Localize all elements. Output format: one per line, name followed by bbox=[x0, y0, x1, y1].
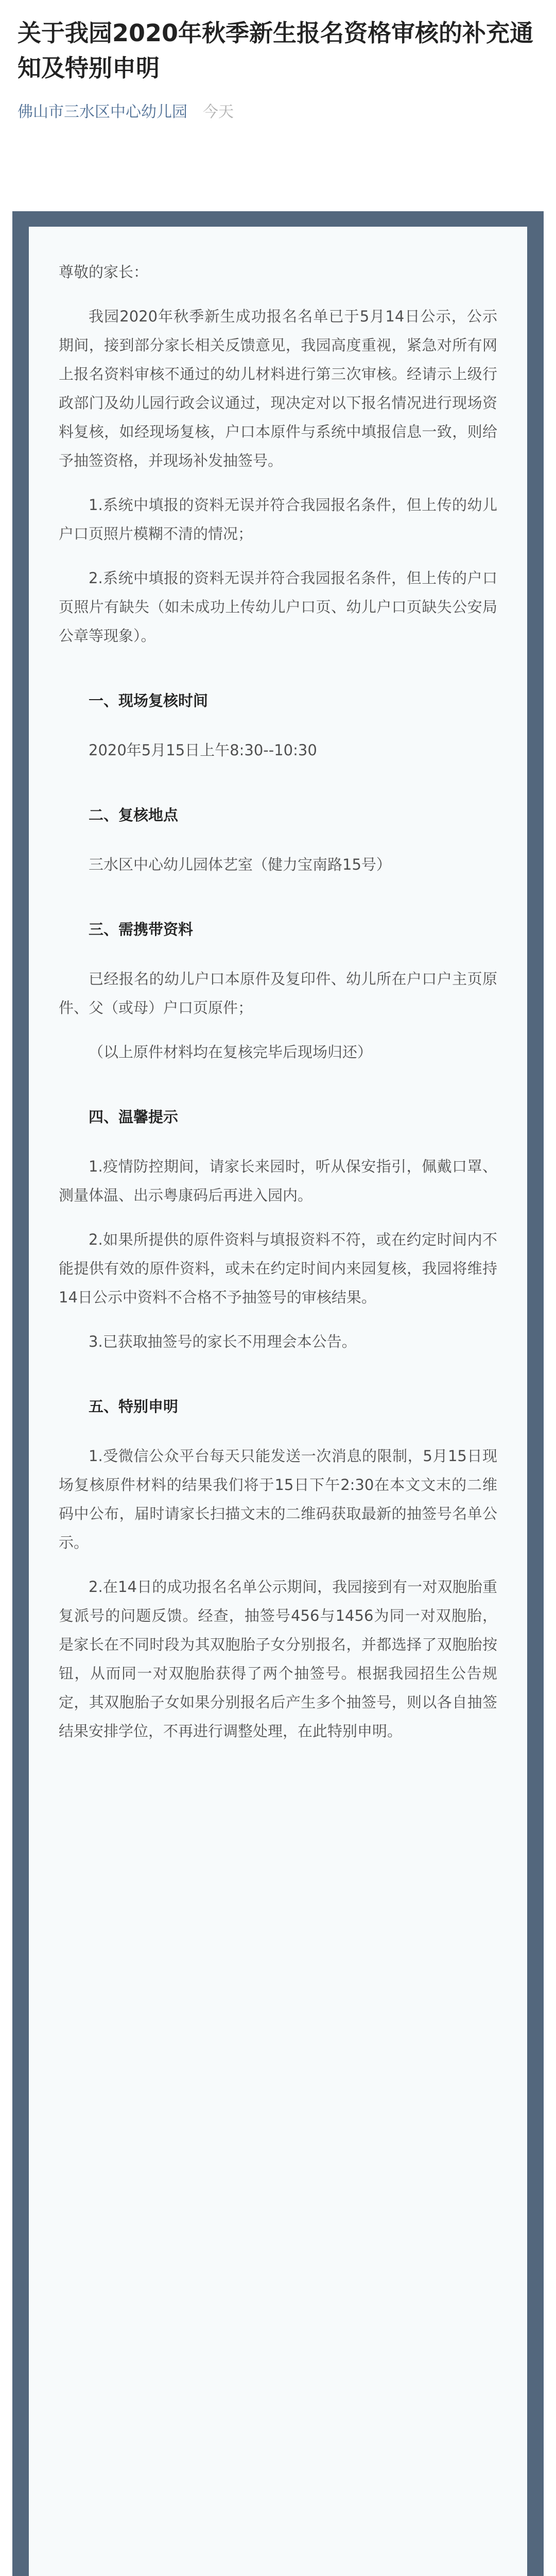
section-4-title: 四、温馨提示 bbox=[89, 1108, 179, 1126]
section-2-text: 三水区中心幼儿园体艺室（健力宝南路15号） bbox=[89, 856, 391, 873]
section-2-title: 二、复核地点 bbox=[89, 806, 179, 824]
intro-paragraph: 我园2020年秋季新生成功报名名单已于5月14日公示，公示期间，接到部分家长相关反馈意见，我园高度重视，紧急对所有网上报名资料审核不通过的幼儿材料进行第三次审核。经请示上级行政部门及幼儿园行政会议通过，现决定对以下报名情况进行现场资料复核，如经现场复核，户口本原件与系统中填报信息一致，则给予抽签资格，并现场补发抽签号。 bbox=[59, 308, 497, 469]
article-title: 关于我园2020年秋季新生报名资格审核的补充通知及特别申明 bbox=[18, 19, 534, 82]
article-meta bbox=[18, 99, 538, 122]
section-3-title: 三、需携带资料 bbox=[89, 921, 194, 938]
section-4-item-3: 3.已获取抽签号的家长不用理会本公告。 bbox=[89, 1333, 357, 1350]
article-header bbox=[0, 0, 556, 122]
case-2: 2.系统中填报的资料无误并符合我园报名条件，但上传的户口页照片有缺失（如未成功上传幼儿户口页、幼儿户口页缺失公安局公章等现象）。 bbox=[59, 569, 497, 645]
section-1-text: 2020年5月15日上午8:30--10:30 bbox=[89, 741, 317, 759]
section-3-text: 已经报名的幼儿户口本原件及复印件、幼儿所在户口户主页原件、父（或母）户口页原件； bbox=[59, 970, 497, 1016]
notice-frame bbox=[12, 211, 544, 2576]
notice-panel bbox=[29, 227, 527, 2576]
case-1: 1.系统中填报的资料无误并符合我园报名条件，但上传的幼儿户口页照片模糊不清的情况； bbox=[59, 496, 497, 543]
notice-content bbox=[59, 258, 497, 1761]
section-4-item-2: 2.如果所提供的原件资料与填报资料不符，或在约定时间内不能提供有效的原件资料，或未在约定时间内来园复核，我园将维持14日公示中资料不合格不予抽签号的审核结果。 bbox=[59, 1231, 497, 1306]
author-link[interactable]: 佛山市三水区中心幼儿园 bbox=[18, 103, 187, 121]
section-1-title: 一、现场复核时间 bbox=[89, 692, 208, 709]
section-5-item-1: 1.受微信公众平台每天只能发送一次消息的限制，5月15日现场复核原件材料的结果我们将于15日下午2:30在本文文末的二维码中公布，届时请家长扫描文末的二维码获取最新的抽签号名单公示。 bbox=[59, 1447, 497, 1551]
section-5-item-2: 2.在14日的成功报名名单公示期间，我园接到有一对双胞胎重复派号的问题反馈。经查，抽签号456与1456为同一对双胞胎，是家长在不同时段为其双胞胎子女分别报名，并都选择了双胞胎按钮，从而同一对双胞胎获得了两个抽签号。根据我园招生公告规定，其双胞胎子女如果分别报名后产生多个抽签号，则以各自抽签结果安排学位，不再进行调整处理，在此特别申明。 bbox=[59, 1578, 497, 1740]
section-4-item-1: 1.疫情防控期间，请家长来园时，听从保安指引，佩戴口罩、测量体温、出示粤康码后再进入园内。 bbox=[59, 1158, 497, 1204]
section-3-note: （以上原件材料均在复核完毕后现场归还） bbox=[89, 1043, 373, 1061]
publish-date: 今天 bbox=[203, 103, 234, 121]
section-5-title: 五、特别申明 bbox=[89, 1398, 179, 1415]
greeting: 尊敬的家长： bbox=[59, 263, 149, 281]
